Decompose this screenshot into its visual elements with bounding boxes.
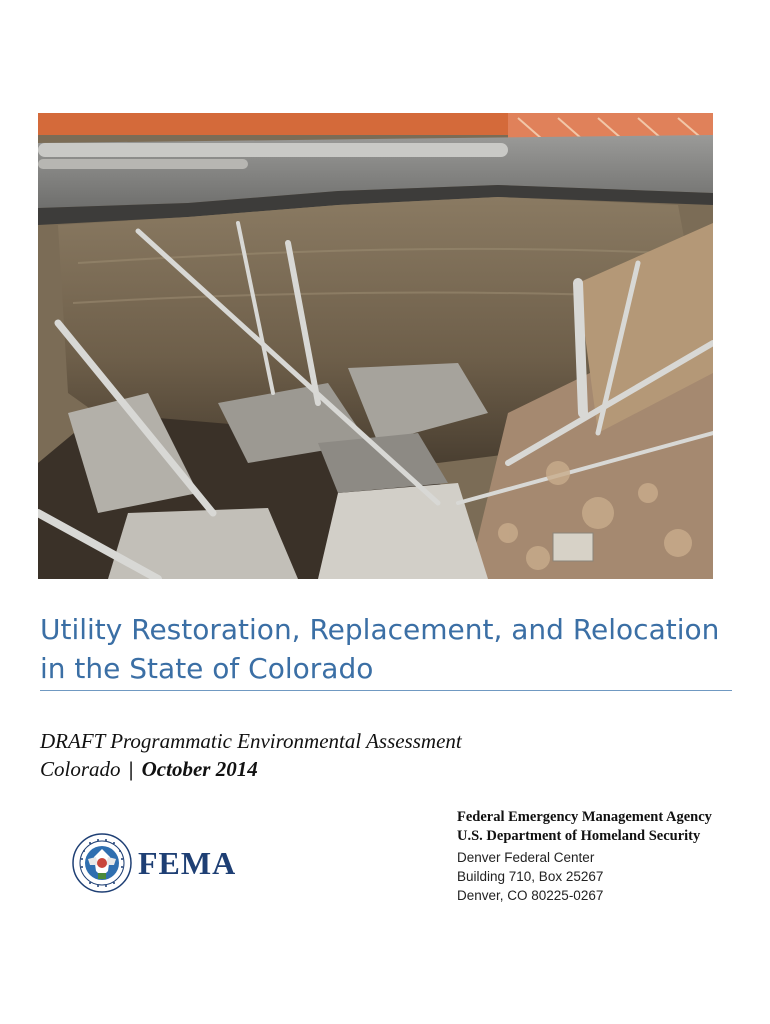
subtitle-line-1: DRAFT Programmatic Environmental Assessment <box>40 729 462 753</box>
title-divider <box>40 690 732 691</box>
agency-department: U.S. Department of Homeland Security <box>457 828 701 844</box>
subtitle-date: October 2014 <box>141 757 258 781</box>
address-line: Building 710, Box 25267 <box>457 869 604 884</box>
fema-logo <box>72 833 247 899</box>
subtitle-line-2 <box>40 755 462 783</box>
agency-name: Federal Emergency Management Agency <box>457 809 712 825</box>
document-subtitle <box>40 727 462 783</box>
title-line-2: in the State of Colorado <box>40 652 374 685</box>
subtitle-separator: | <box>128 757 134 781</box>
subtitle-location: Colorado <box>40 757 121 781</box>
cover-photo <box>38 113 713 579</box>
sinkhole-photo-image <box>38 113 713 579</box>
document-title <box>40 610 740 688</box>
address-line: Denver, CO 80225-0267 <box>457 888 604 903</box>
title-line-1: Utility Restoration, Replacement, and Relocation <box>40 613 720 646</box>
agency-block <box>457 808 712 905</box>
fema-wordmark: FEMA <box>138 845 237 881</box>
dhs-seal-icon <box>72 833 132 893</box>
address-line: Denver Federal Center <box>457 850 595 865</box>
